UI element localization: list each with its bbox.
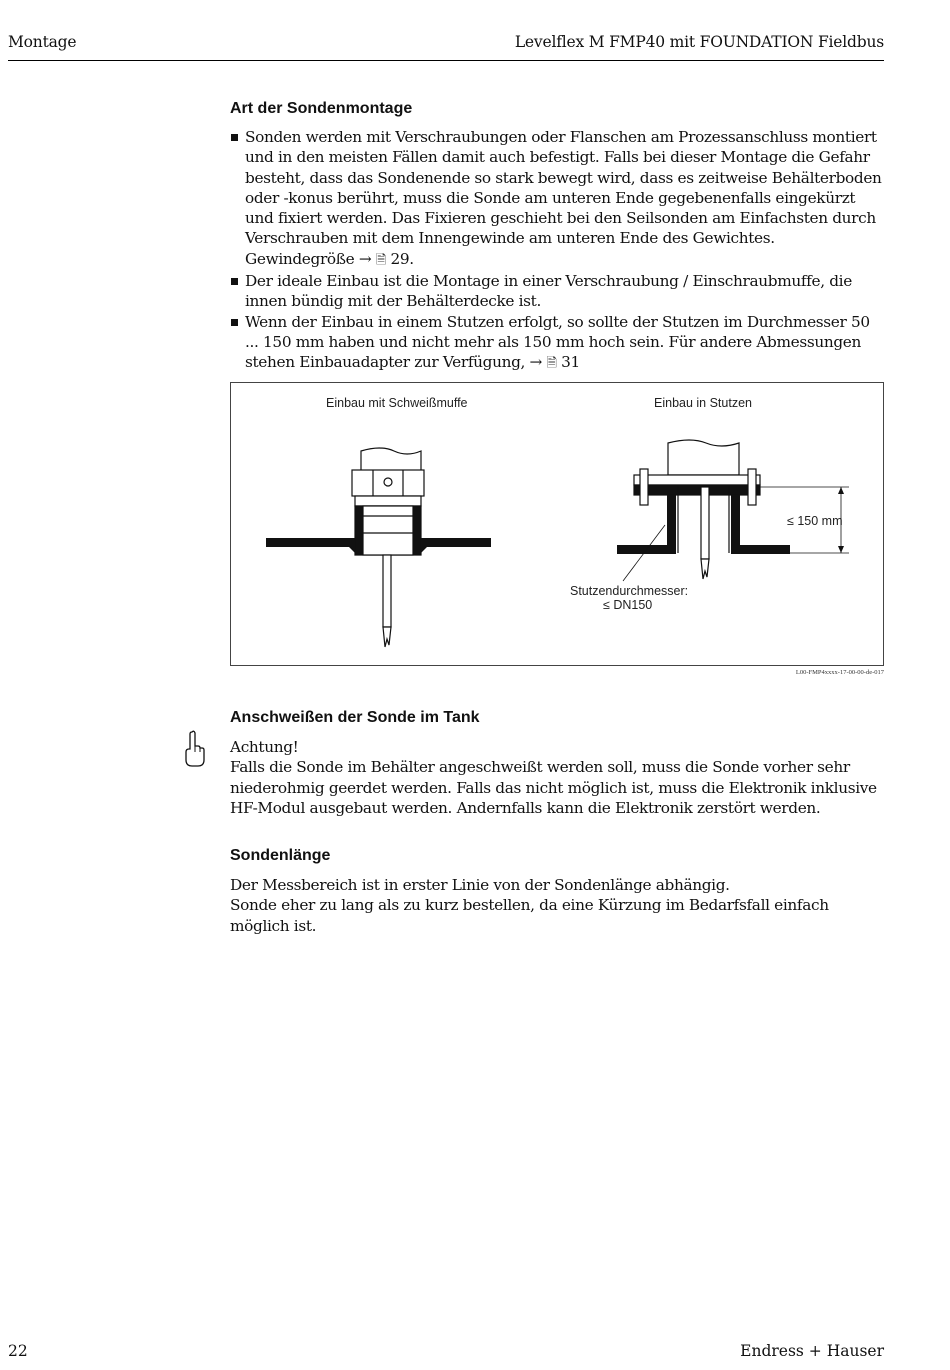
bullet-list <box>230 127 885 375</box>
list-item <box>230 127 885 271</box>
page-ref: 31 <box>561 353 580 372</box>
warning-block <box>230 737 885 818</box>
pointing-hand-icon <box>180 730 208 770</box>
installation-drawing <box>231 383 885 667</box>
header-doc-title: Levelflex M FMP40 mit FOUNDATION Fieldbus <box>514 33 884 51</box>
list-item <box>230 271 885 312</box>
installation-figure <box>230 382 884 666</box>
section-title: Sondenlänge <box>230 847 331 864</box>
footer-brand: Endress + Hauser <box>740 1342 884 1360</box>
figure-label-nozzle: Einbau in Stutzen <box>654 396 752 410</box>
weld-socket-drawing <box>266 448 491 647</box>
warning-title: Achtung! <box>230 738 299 756</box>
sondenlaenge-text <box>230 875 885 936</box>
nozzle-drawing <box>617 440 849 581</box>
nozzle-diameter-value: ≤ DN150 <box>603 598 653 612</box>
section-title: Anschweißen der Sonde im Tank <box>230 709 480 726</box>
section-sondenlaenge <box>230 847 885 936</box>
warning-text: Falls die Sonde im Behälter angeschweißt werden soll, muss die Sonde vorher sehr niederohmig geerdet werden. Falls das nicht möglich ist, muss die Elektronik inklusive HF-Modul ausgebaut werden. Andernfalls kann die Elektronik zerstört werden. <box>230 758 877 817</box>
paragraph-line: Der Messbereich ist in erster Linie von der Sondenlänge abhängig. <box>230 876 730 894</box>
header-section: Montage <box>8 33 77 51</box>
section-anschweissen <box>230 709 885 818</box>
bullet-text: Der ideale Einbau ist die Montage in einer Verschraubung / Einschraubmuffe, die innen bündig mit der Behälterdecke ist. <box>245 272 852 311</box>
dimension-label: ≤ 150 mm <box>787 514 843 528</box>
page-ref: 29. <box>390 249 414 268</box>
document-icon: 🗎 <box>546 356 557 372</box>
section-sondenmontage <box>230 100 885 375</box>
paragraph-line: Sonde eher zu lang als zu kurz bestellen, da eine Kürzung im Bedarfsfall einfach möglich ist. <box>230 896 829 935</box>
bullet-text: Wenn der Einbau in einem Stutzen erfolgt, so sollte der Stutzen im Durchmesser 50 ... 150 mm haben und nicht mehr als 150 mm hoch sein. Für andere Abmessungen stehen Einbauadapter zur Verfügung, → <box>245 312 870 372</box>
header-rule <box>8 60 884 61</box>
figure-label-weld-socket: Einbau mit Schweißmuffe <box>326 396 468 410</box>
list-item <box>230 312 885 375</box>
page-number: 22 <box>8 1342 28 1360</box>
nozzle-diameter-label: Stutzendurchmesser: <box>570 584 689 598</box>
section-title: Art der Sondenmontage <box>230 100 413 117</box>
document-icon: 🗎 <box>375 252 386 268</box>
bullet-text: Sonden werden mit Verschraubungen oder Flanschen am Prozessanschluss montiert und in den meisten Fällen damit auch befestigt. Falls bei dieser Montage die Gefahr besteht, dass das Sondenende so stark bewegt wird, dass es zeitweise Behälterboden oder -konus berührt, muss die Sonde am unteren Ende gegebenenfalls eingekürzt und fixiert werden. Das Fixieren geschieht bei den Seilsonden am Einfachsten durch Verschrauben mit dem Innengewinde am unteren Ende des Gewichtes. Gewindegröße → <box>245 128 882 268</box>
figure-code: L00-FMP4xxxx-17-00-00-de-017 <box>795 669 884 676</box>
